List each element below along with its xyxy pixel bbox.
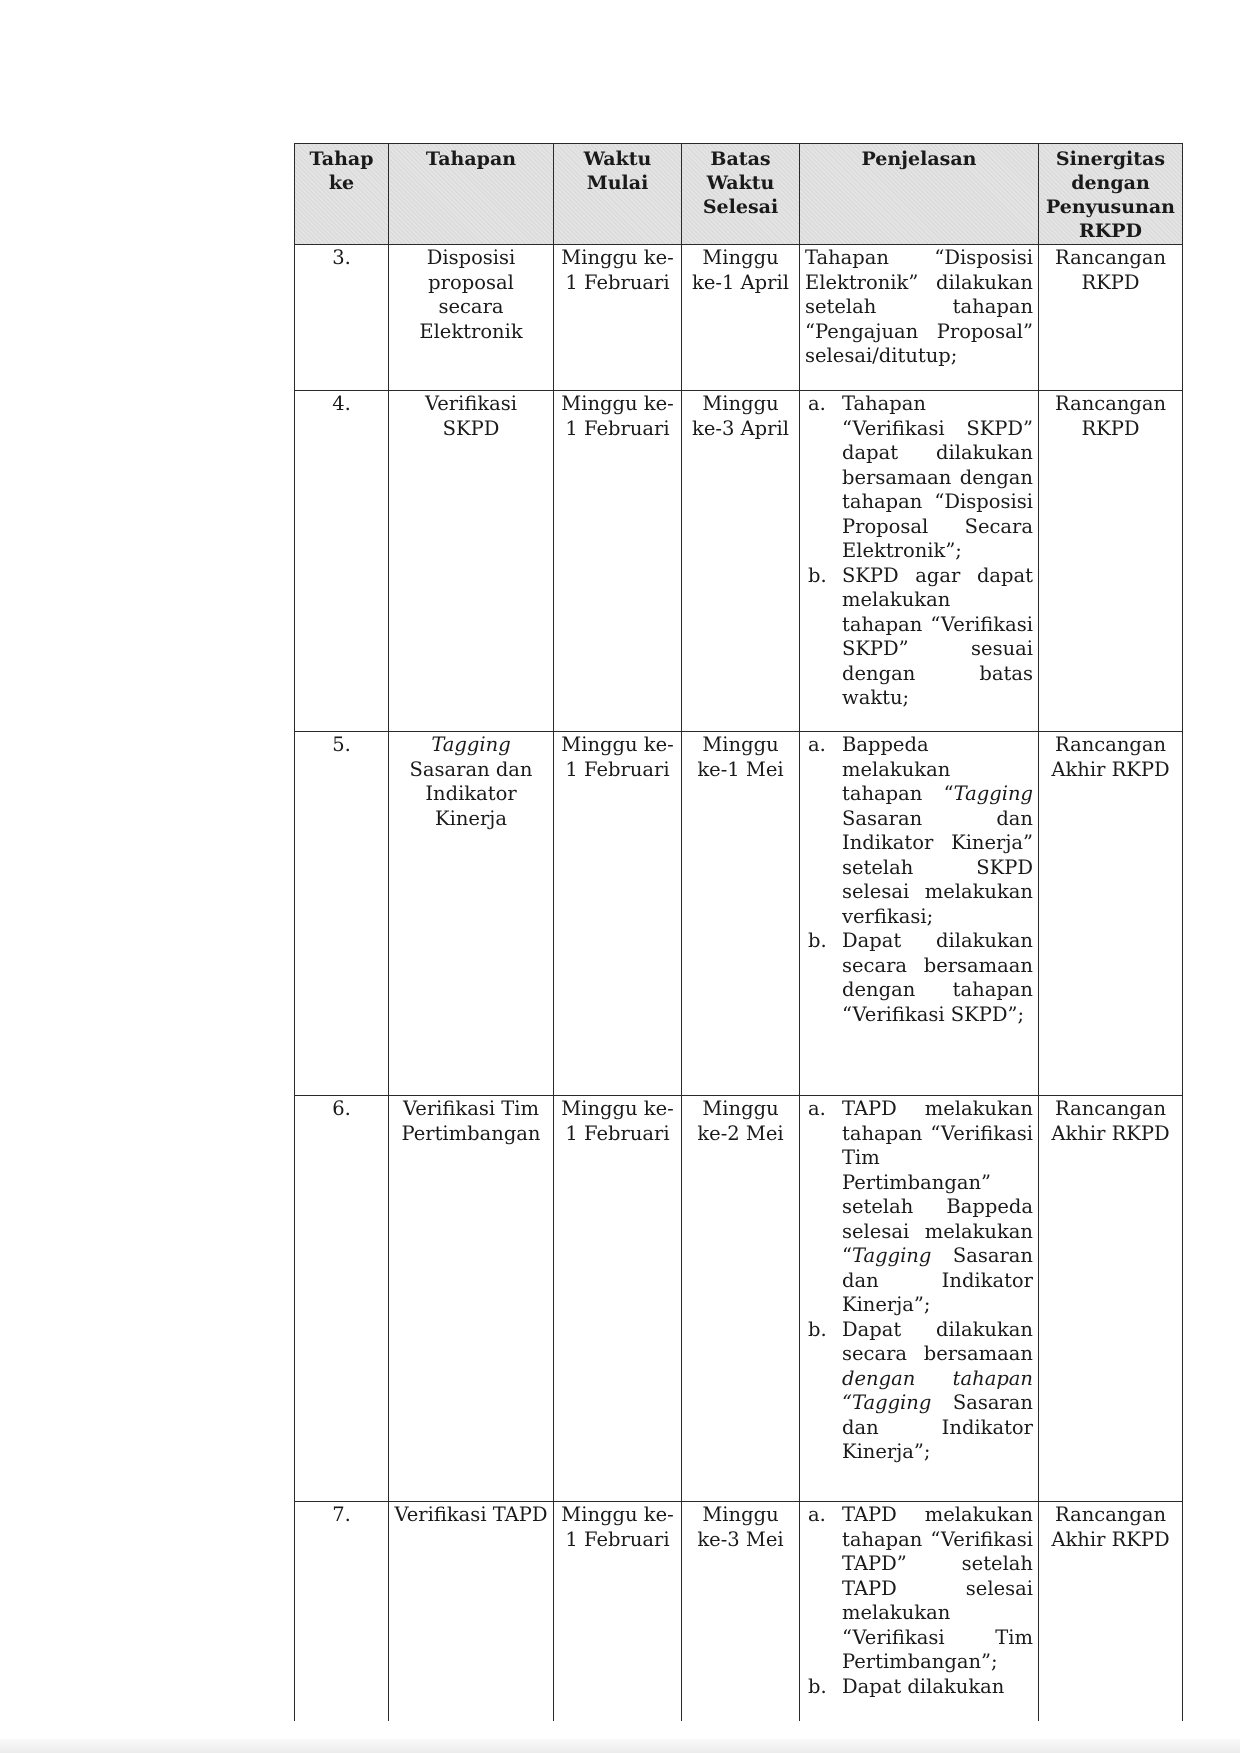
item-marker: a. bbox=[808, 1097, 826, 1120]
list-item bbox=[805, 1503, 1033, 1675]
cell-penjelasan: Tahapan “Disposisi Elektronik” dilakukan setelah tahapan “Pengajuan Proposal” selesai/ditutup; bbox=[800, 245, 1039, 391]
cell-penjelasan bbox=[800, 1096, 1039, 1502]
penjelasan-list bbox=[805, 1503, 1033, 1699]
list-item bbox=[805, 1318, 1033, 1465]
item-text-pre: Bappeda melakukan tahapan “ bbox=[842, 733, 954, 805]
cell-sinergitas: Rancangan Akhir RKPD bbox=[1039, 1096, 1183, 1502]
item-marker: a. bbox=[808, 1503, 826, 1526]
list-item bbox=[805, 929, 1033, 1027]
cell-batas-waktu: Minggu ke-3 April bbox=[682, 391, 800, 732]
item-text-post: Sasaran dan Indikator Kinerja” setelah SKPD selesai melakukan verfikasi; bbox=[842, 806, 1033, 928]
item-text: TAPD melakukan tahapan “Verifikasi TAPD” setelah TAPD selesai melakukan “Verifikasi Tim Pertimbangan”; bbox=[842, 1503, 1033, 1673]
table-row bbox=[295, 391, 1183, 732]
item-marker: b. bbox=[808, 1674, 827, 1698]
cell-no: 3. bbox=[295, 245, 389, 391]
item-text-italic: Tagging bbox=[851, 1244, 932, 1267]
item-text: Dapat dilakukan bbox=[842, 1674, 1005, 1698]
table-header-row bbox=[295, 144, 1183, 245]
cell-waktu-mulai: Minggu ke-1 Februari bbox=[554, 1502, 682, 1722]
table-row bbox=[295, 1096, 1183, 1502]
scan-bottom-edge bbox=[0, 1739, 1240, 1753]
cell-batas-waktu: Minggu ke-3 Mei bbox=[682, 1502, 800, 1722]
cell-no: 6. bbox=[295, 1096, 389, 1502]
cell-penjelasan bbox=[800, 391, 1039, 732]
item-marker: a. bbox=[808, 733, 826, 756]
cell-tahapan: Verifikasi SKPD bbox=[389, 391, 554, 732]
item-marker: b. bbox=[808, 1317, 827, 1341]
penjelasan-list bbox=[805, 733, 1033, 1027]
item-text-post: Sasaran dan Indikator Kinerja”; bbox=[842, 1391, 1033, 1463]
item-text-pre: Dapat dilakukan secara bersamaan bbox=[842, 1317, 1033, 1365]
cell-sinergitas: Rancangan Akhir RKPD bbox=[1039, 1502, 1183, 1722]
list-item bbox=[805, 1675, 1033, 1700]
penjelasan-list bbox=[805, 392, 1033, 711]
cell-no: 7. bbox=[295, 1502, 389, 1722]
tahapan-text: Sasaran dan Indikator Kinerja bbox=[409, 757, 533, 830]
item-text-italic: Tagging bbox=[953, 782, 1033, 805]
table-row bbox=[295, 245, 1183, 391]
item-text-italic: dengan tahapan “Tagging bbox=[842, 1366, 1033, 1414]
list-item bbox=[805, 564, 1033, 711]
table-row bbox=[295, 732, 1183, 1096]
item-marker: b. bbox=[808, 929, 827, 952]
cell-penjelasan bbox=[800, 732, 1039, 1096]
cell-batas-waktu: Minggu ke-1 April bbox=[682, 245, 800, 391]
header-waktu-mulai: Waktu Mulai bbox=[554, 144, 682, 245]
cell-waktu-mulai: Minggu ke-1 Februari bbox=[554, 732, 682, 1096]
cell-batas-waktu: Minggu ke-1 Mei bbox=[682, 732, 800, 1096]
cell-tahapan: Disposisi proposal secara Elektronik bbox=[389, 245, 554, 391]
cell-tahapan: Verifikasi Tim Pertimbangan bbox=[389, 1096, 554, 1502]
cell-sinergitas: Rancangan RKPD bbox=[1039, 391, 1183, 732]
cell-sinergitas: Rancangan Akhir RKPD bbox=[1039, 732, 1183, 1096]
header-batas-waktu: Batas Waktu Selesai bbox=[682, 144, 800, 245]
item-marker: b. bbox=[808, 563, 827, 587]
table-row bbox=[295, 1502, 1183, 1722]
list-item bbox=[805, 1097, 1033, 1318]
item-marker: a. bbox=[808, 392, 826, 415]
item-text: SKPD agar dapat melakukan tahapan “Verifikasi SKPD” sesuai dengan batas waktu; bbox=[842, 563, 1033, 709]
cell-waktu-mulai: Minggu ke-1 Februari bbox=[554, 245, 682, 391]
cell-sinergitas: Rancangan RKPD bbox=[1039, 245, 1183, 391]
cell-waktu-mulai: Minggu ke-1 Februari bbox=[554, 391, 682, 732]
item-text: Dapat dilakukan secara bersamaan dengan tahapan “Verifikasi SKPD”; bbox=[842, 929, 1033, 1026]
item-text-post: Sasaran dan Indikator Kinerja”; bbox=[842, 1244, 1033, 1316]
penjelasan-list bbox=[805, 1097, 1033, 1465]
header-penjelasan: Penjelasan bbox=[800, 144, 1039, 245]
header-tahapan: Tahapan bbox=[389, 144, 554, 245]
cell-penjelasan bbox=[800, 1502, 1039, 1722]
cell-tahapan: Verifikasi TAPD bbox=[389, 1502, 554, 1722]
list-item bbox=[805, 733, 1033, 929]
header-tahap: Tahap ke bbox=[295, 144, 389, 245]
item-text: Tahapan “Verifikasi SKPD” dapat dilakukan bersamaan dengan tahapan “Disposisi Proposal Secara Elektronik”; bbox=[842, 392, 1033, 562]
item-text-pre: TAPD melakukan tahapan “Verifikasi Tim Pertimbangan” setelah Bappeda selesai melakukan “ bbox=[842, 1097, 1033, 1267]
cell-waktu-mulai: Minggu ke-1 Februari bbox=[554, 1096, 682, 1502]
schedule-table bbox=[294, 143, 1183, 1721]
header-sinergitas: Sinergitas dengan Penyusunan RKPD bbox=[1039, 144, 1183, 245]
cell-no: 4. bbox=[295, 391, 389, 732]
cell-batas-waktu: Minggu ke-2 Mei bbox=[682, 1096, 800, 1502]
cell-tahapan bbox=[389, 732, 554, 1096]
tahapan-italic: Tagging bbox=[431, 733, 511, 756]
list-item bbox=[805, 392, 1033, 564]
cell-no: 5. bbox=[295, 732, 389, 1096]
